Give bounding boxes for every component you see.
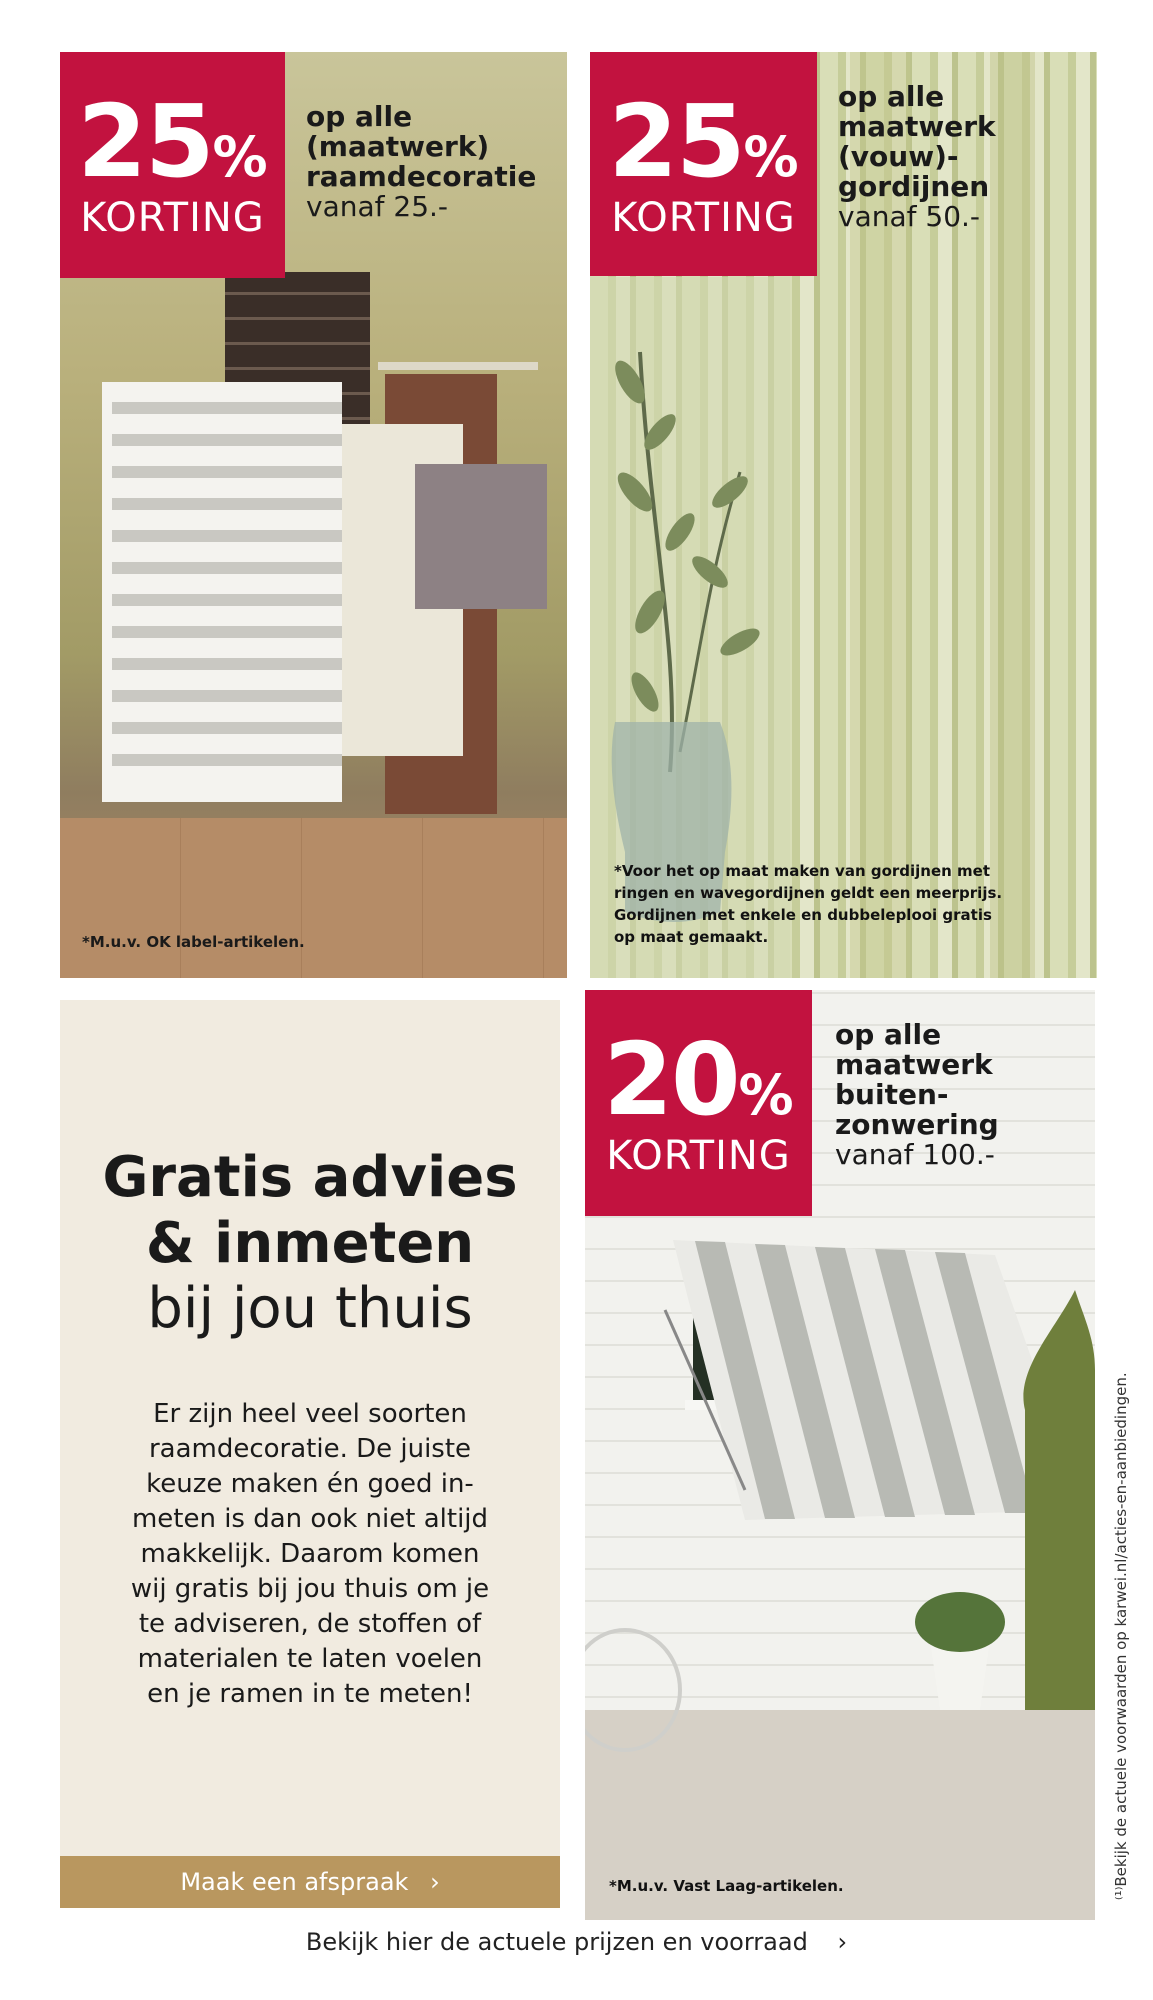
offer-text: op alle maatwerk buiten- zonwering vanaf 100.- (835, 1018, 999, 1171)
offer-price: vanaf 100.- (835, 1137, 995, 1171)
footnote: *M.u.v. Vast Laag-artikelen. (609, 1877, 844, 1895)
discount-percent: 25% (77, 83, 268, 200)
footnote: *Voor het op maat maken van gordijnen met ringen en wavegordijnen geldt een meerprijs. Gordijnen met enkele en dubbeleplooi gratis op maat gemaakt. (614, 862, 1003, 946)
awning-promo-panel[interactable] (585, 990, 1095, 1920)
offer-price: vanaf 50.- (838, 199, 981, 233)
offer-text: op alle (maatwerk) raamdecoratie vanaf 25.- (306, 100, 537, 223)
chevron-right-icon: › (837, 1928, 848, 1956)
discount-label: KORTING (611, 195, 796, 241)
discount-badge (590, 52, 817, 276)
advice-headline: Gratis advies & inmeten (102, 1145, 518, 1277)
blinds-promo-panel[interactable] (60, 52, 567, 978)
discount-percent: 25% (608, 83, 799, 200)
offer-text: op alle maatwerk (vouw)- gordijnen vanaf 50.- (838, 80, 996, 233)
bamboo-plant (1023, 1290, 1095, 1710)
advice-subheadline: bij jou thuis (147, 1276, 473, 1341)
footnote: *M.u.v. OK label-artikelen. (82, 933, 305, 951)
discount-percent: 20% (603, 1021, 794, 1138)
offer-price: vanaf 25.- (306, 189, 449, 223)
make-appointment-button[interactable]: Maak een afspraak › (60, 1856, 560, 1908)
discount-badge (585, 990, 812, 1216)
curtains-promo-panel[interactable] (590, 52, 1097, 978)
advice-body: Er zijn heel veel soorten raamdecoratie. De juiste keuze maken én goed in- meten is dan ook niet altijd makkelijk. Daarom komen wij gratis bij jou thuis om je te adviseren, de stoffen of materialen te laten voelen en je ramen in te meten! (130, 1399, 490, 1709)
grey-roman-blind (415, 464, 547, 609)
free-advice-panel (60, 1000, 560, 1908)
chevron-right-icon: › (430, 1868, 440, 1896)
terms-side-note: ⁽¹⁾Bekijk de actuele voorwaarden op karwei.nl/acties-en-aanbiedingen. (1112, 1372, 1130, 1900)
discount-label: KORTING (606, 1133, 791, 1179)
view-prices-link[interactable]: Bekijk hier de actuele prijzen en voorraad › (305, 1928, 848, 1956)
discount-badge (60, 52, 285, 278)
discount-label: KORTING (80, 195, 265, 241)
